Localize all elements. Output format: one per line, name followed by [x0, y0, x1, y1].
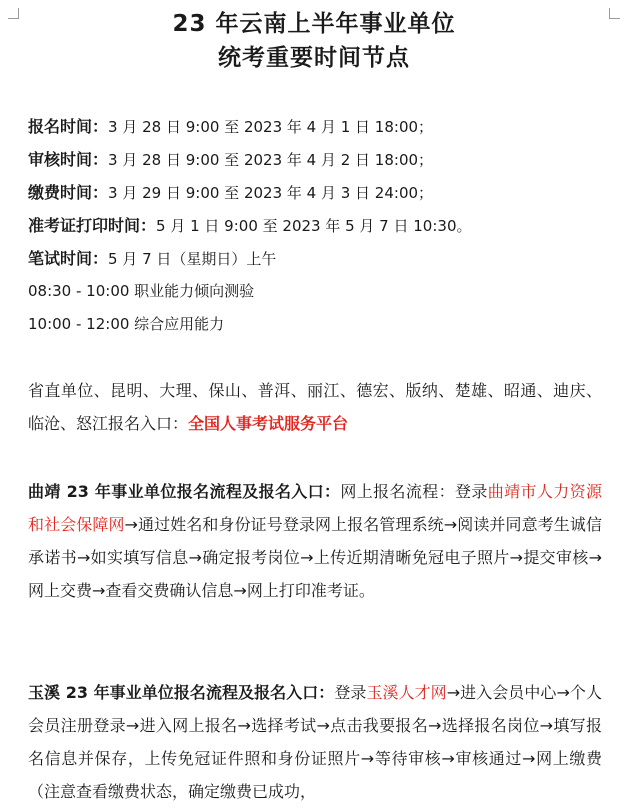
- qujing-paragraph: [28, 475, 602, 607]
- schedule-label: 笔试时间：: [28, 249, 109, 268]
- schedule-item-review: [28, 143, 608, 176]
- schedule-label: 报名时间：: [28, 117, 109, 136]
- schedule-item-written-exam: [28, 242, 608, 275]
- schedule-item-payment: [28, 176, 608, 209]
- schedule-value: 3 月 29 日 9:00 至 2023 年 4 月 3 日 24:00；: [108, 184, 434, 202]
- schedule-item-session-1: [28, 275, 608, 308]
- yuxi-steps: →进入会员中心→个人会员注册登录→进入网上报名→选择考试→点击我要报名→选择报名岗位→填写报名信息并保存，上传免冠证件照和身份证照片→等待审核→审核通过→网上缴费（注意查看缴费状态，确定缴费已成功，: [28, 683, 602, 801]
- page-title-line-2: 统考重要时间节点: [218, 45, 410, 71]
- schedule-value: 5 月 1 日 9:00 至 2023 年 5 月 7 日 10:30。: [156, 217, 472, 235]
- schedule-label: 缴费时间：: [28, 183, 109, 202]
- schedule-label: 审核时间：: [28, 150, 109, 169]
- regions-text: 省直单位、昆明、大理、保山、普洱、丽江、德宏、版纳、楚雄、昭通、迪庆、临沧、怒江报名入口：: [28, 381, 602, 433]
- page-title-line-1: 23 年云南上半年事业单位: [172, 11, 456, 37]
- schedule-list: [28, 110, 608, 341]
- schedule-value: 3 月 28 日 9:00 至 2023 年 4 月 1 日 18:00；: [108, 118, 434, 136]
- regions-paragraph: [28, 374, 602, 440]
- yuxi-paragraph: [28, 676, 602, 808]
- schedule-value: 08:30 - 10:00 职业能力倾向测验: [28, 282, 255, 300]
- schedule-label: 准考证打印时间：: [28, 216, 157, 235]
- qujing-steps: →通过姓名和身份证号登录网上报名管理系统→阅读并同意考生诚信承诺书→如实填写信息→确定报考岗位→上传近期清晰免冠电子照片→提交审核→网上交费→查看交费确认信息→网上打印准考证。: [28, 515, 602, 600]
- qujing-hr-website-link[interactable]: 曲靖市人力资源和社会保障网: [28, 482, 602, 534]
- schedule-value: 10:00 - 12:00 综合应用能力: [28, 315, 225, 333]
- schedule-item-admission-ticket: [28, 209, 608, 242]
- schedule-item-session-2: [28, 308, 608, 341]
- yuxi-intro: 登录: [334, 683, 367, 702]
- schedule-value: 3 月 28 日 9:00 至 2023 年 4 月 2 日 18:00；: [108, 151, 434, 169]
- schedule-item-registration: [28, 110, 608, 143]
- yuxi-talent-website-link[interactable]: 玉溪人才网: [366, 683, 447, 702]
- schedule-value: 5 月 7 日（星期日）上午: [108, 250, 277, 268]
- qujing-intro: 网上报名流程：登录: [340, 482, 488, 501]
- yuxi-heading: 玉溪 23 年事业单位报名流程及报名入口：: [28, 683, 335, 702]
- national-exam-platform-link[interactable]: 全国人事考试服务平台: [188, 414, 349, 433]
- qujing-heading: 曲靖 23 年事业单位报名流程及报名入口：: [28, 482, 341, 501]
